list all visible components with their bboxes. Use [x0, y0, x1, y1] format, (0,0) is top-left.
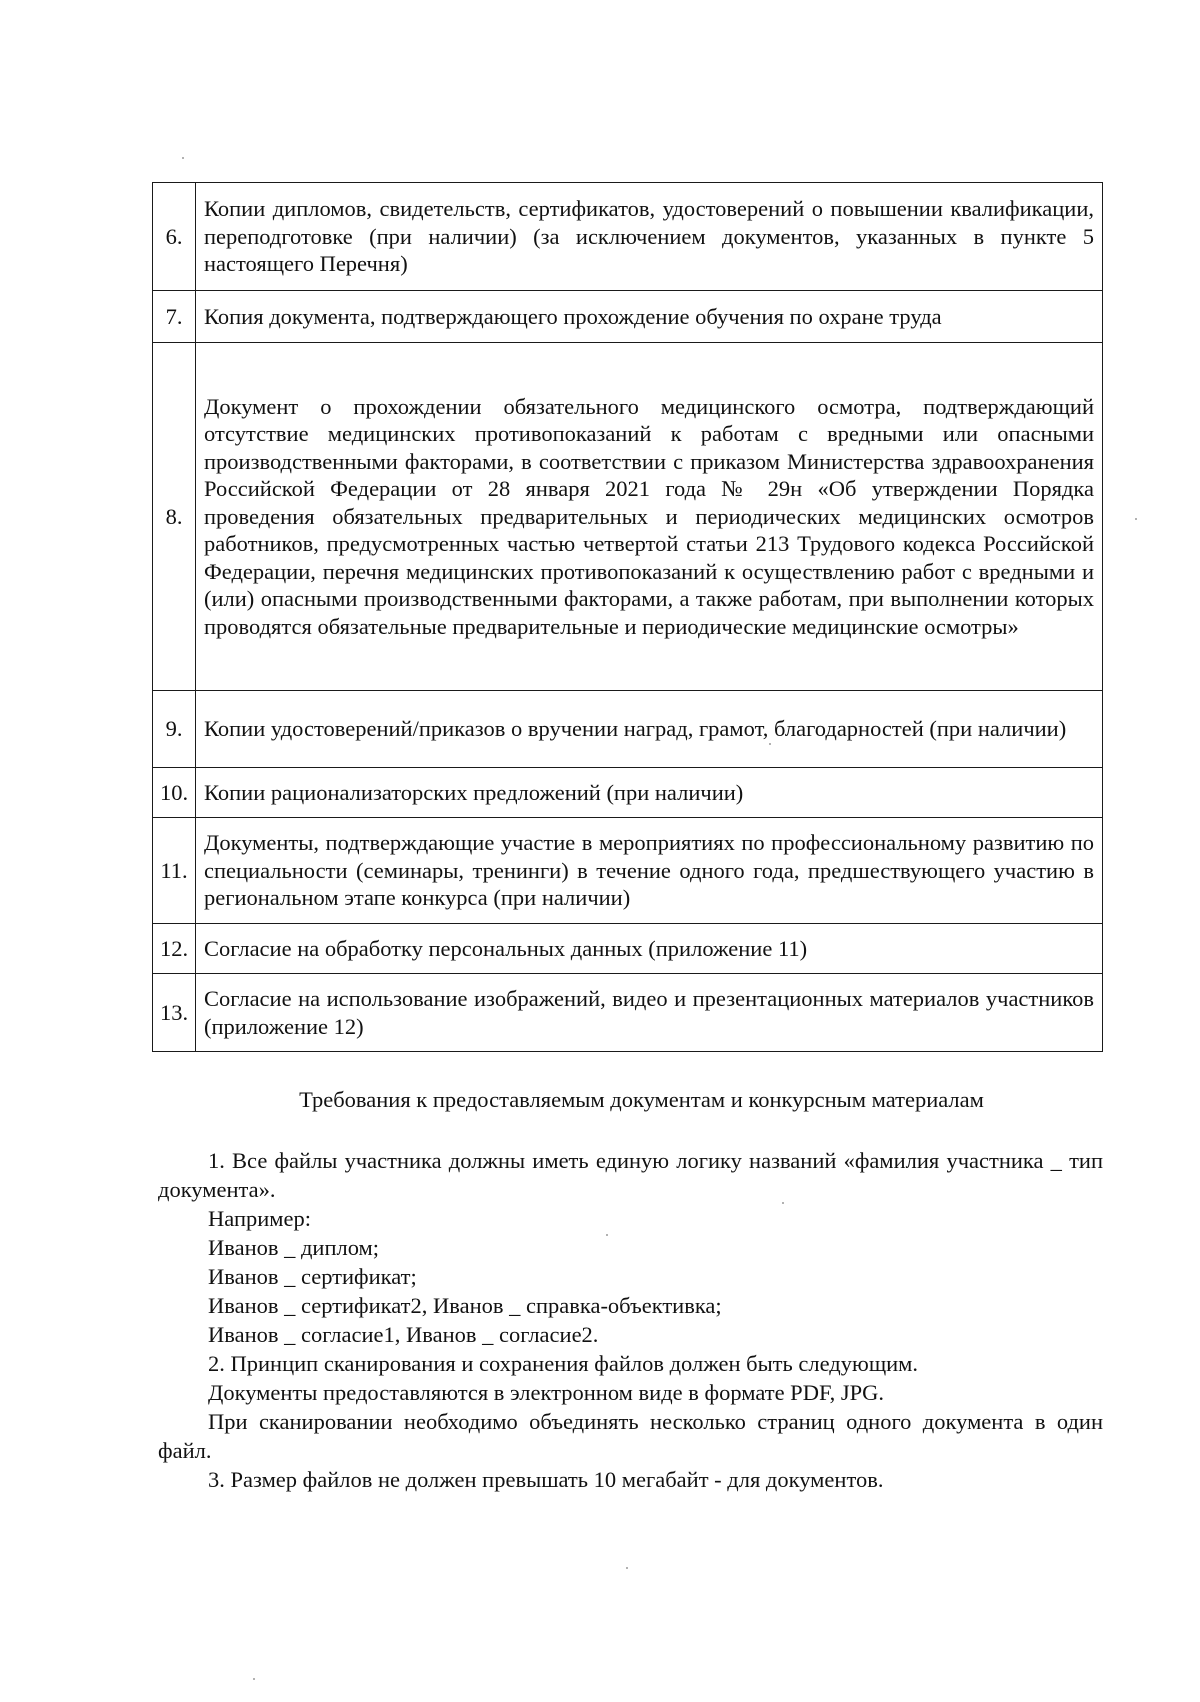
- row-text: Копии дипломов, свидетельств, сертификатов, удостоверений о повышении квалификации, переподготовке (при наличии) (за исключением документов, указанных в пункте 5 настоящего Перечня): [196, 183, 1103, 291]
- row-text: Копии рационализаторских предложений (при наличии): [196, 768, 1103, 818]
- row-text: Документ о прохождении обязательного медицинского осмотра, подтверждающий отсутствие медицинских противопоказаний к работам с вредными или опасными производственными факторами, в соответствии с приказом Министерства здравоохранения Российской Федерации от 28 января 2021 года № 29н «Об утверждении Порядка проведения обязательных предварительных и периодических медицинских осмотров работников, предусмотренных частью четвертой статьи 213 Трудового кодекса Российской Федерации, перечня медицинских противопоказаний к осуществлению работ с вредными и (или) опасными производственными факторами, а также работам, при выполнении которых проводятся обязательные предварительные и периодические медицинские осмотры»: [196, 343, 1103, 691]
- table-row: [153, 768, 1103, 818]
- row-number: 12.: [153, 924, 196, 974]
- table-row: [153, 924, 1103, 974]
- row-number: 7.: [153, 291, 196, 343]
- row-number: 8.: [153, 343, 196, 691]
- scan-speck: [1135, 518, 1137, 520]
- scan-speck: [626, 1567, 628, 1569]
- table-row: [153, 291, 1103, 343]
- requirements-body: [158, 1146, 1103, 1494]
- row-number: 11.: [153, 818, 196, 924]
- scan-speck: [606, 1234, 608, 1236]
- scan-speck: [782, 1202, 784, 1204]
- row-text: Копия документа, подтверждающего прохождение обучения по охране труда: [196, 291, 1103, 343]
- row-number: 9.: [153, 691, 196, 768]
- row-text: Копии удостоверений/приказов о вручении наград, грамот, благодарностей (при наличии): [196, 691, 1103, 768]
- row-number: 6.: [153, 183, 196, 291]
- example-label: Например:: [208, 1206, 311, 1231]
- requirements-title: Требования к предоставляемым документам и конкурсным материалам: [299, 1087, 984, 1112]
- row-number: 10.: [153, 768, 196, 818]
- requirement-1-text: 1. Все файлы участника должны иметь единую логику названий «фамилия участника _ тип документа».: [158, 1148, 1103, 1202]
- example-line: Иванов _ согласие1, Иванов _ согласие2.: [208, 1322, 599, 1347]
- row-text: Согласие на обработку персональных данных (приложение 11): [196, 924, 1103, 974]
- table-row: [153, 343, 1103, 691]
- example-line: Иванов _ диплом;: [208, 1235, 380, 1260]
- requirement-2-formats: Документы предоставляются в электронном виде в формате PDF, JPG.: [208, 1380, 885, 1405]
- documents-list-table: [152, 182, 1103, 1052]
- requirement-2-scanning: При сканировании необходимо объединять несколько страниц одного документа в один файл.: [158, 1409, 1103, 1463]
- scan-speck: [769, 743, 771, 745]
- requirement-3-text: 3. Размер файлов не должен превышать 10 мегабайт - для документов.: [208, 1467, 884, 1492]
- table-row: [153, 818, 1103, 924]
- example-line: Иванов _ сертификат2, Иванов _ справка-объективка;: [208, 1293, 722, 1318]
- table-row: [153, 183, 1103, 291]
- table-row: [153, 691, 1103, 768]
- row-text: Документы, подтверждающие участие в мероприятиях по профессиональному развитию по специальности (семинары, тренинги) в течение одного года, предшествующего участию в региональном этапе конкурса (при наличии): [196, 818, 1103, 924]
- example-line: Иванов _ сертификат;: [208, 1264, 417, 1289]
- scan-speck: [253, 1678, 255, 1680]
- table-row: [153, 974, 1103, 1052]
- row-text: Согласие на использование изображений, видео и презентационных материалов участников (приложение 12): [196, 974, 1103, 1052]
- row-number: 13.: [153, 974, 196, 1052]
- scan-speck: [182, 157, 184, 159]
- requirement-2-text: 2. Принцип сканирования и сохранения файлов должен быть следующим.: [208, 1351, 919, 1376]
